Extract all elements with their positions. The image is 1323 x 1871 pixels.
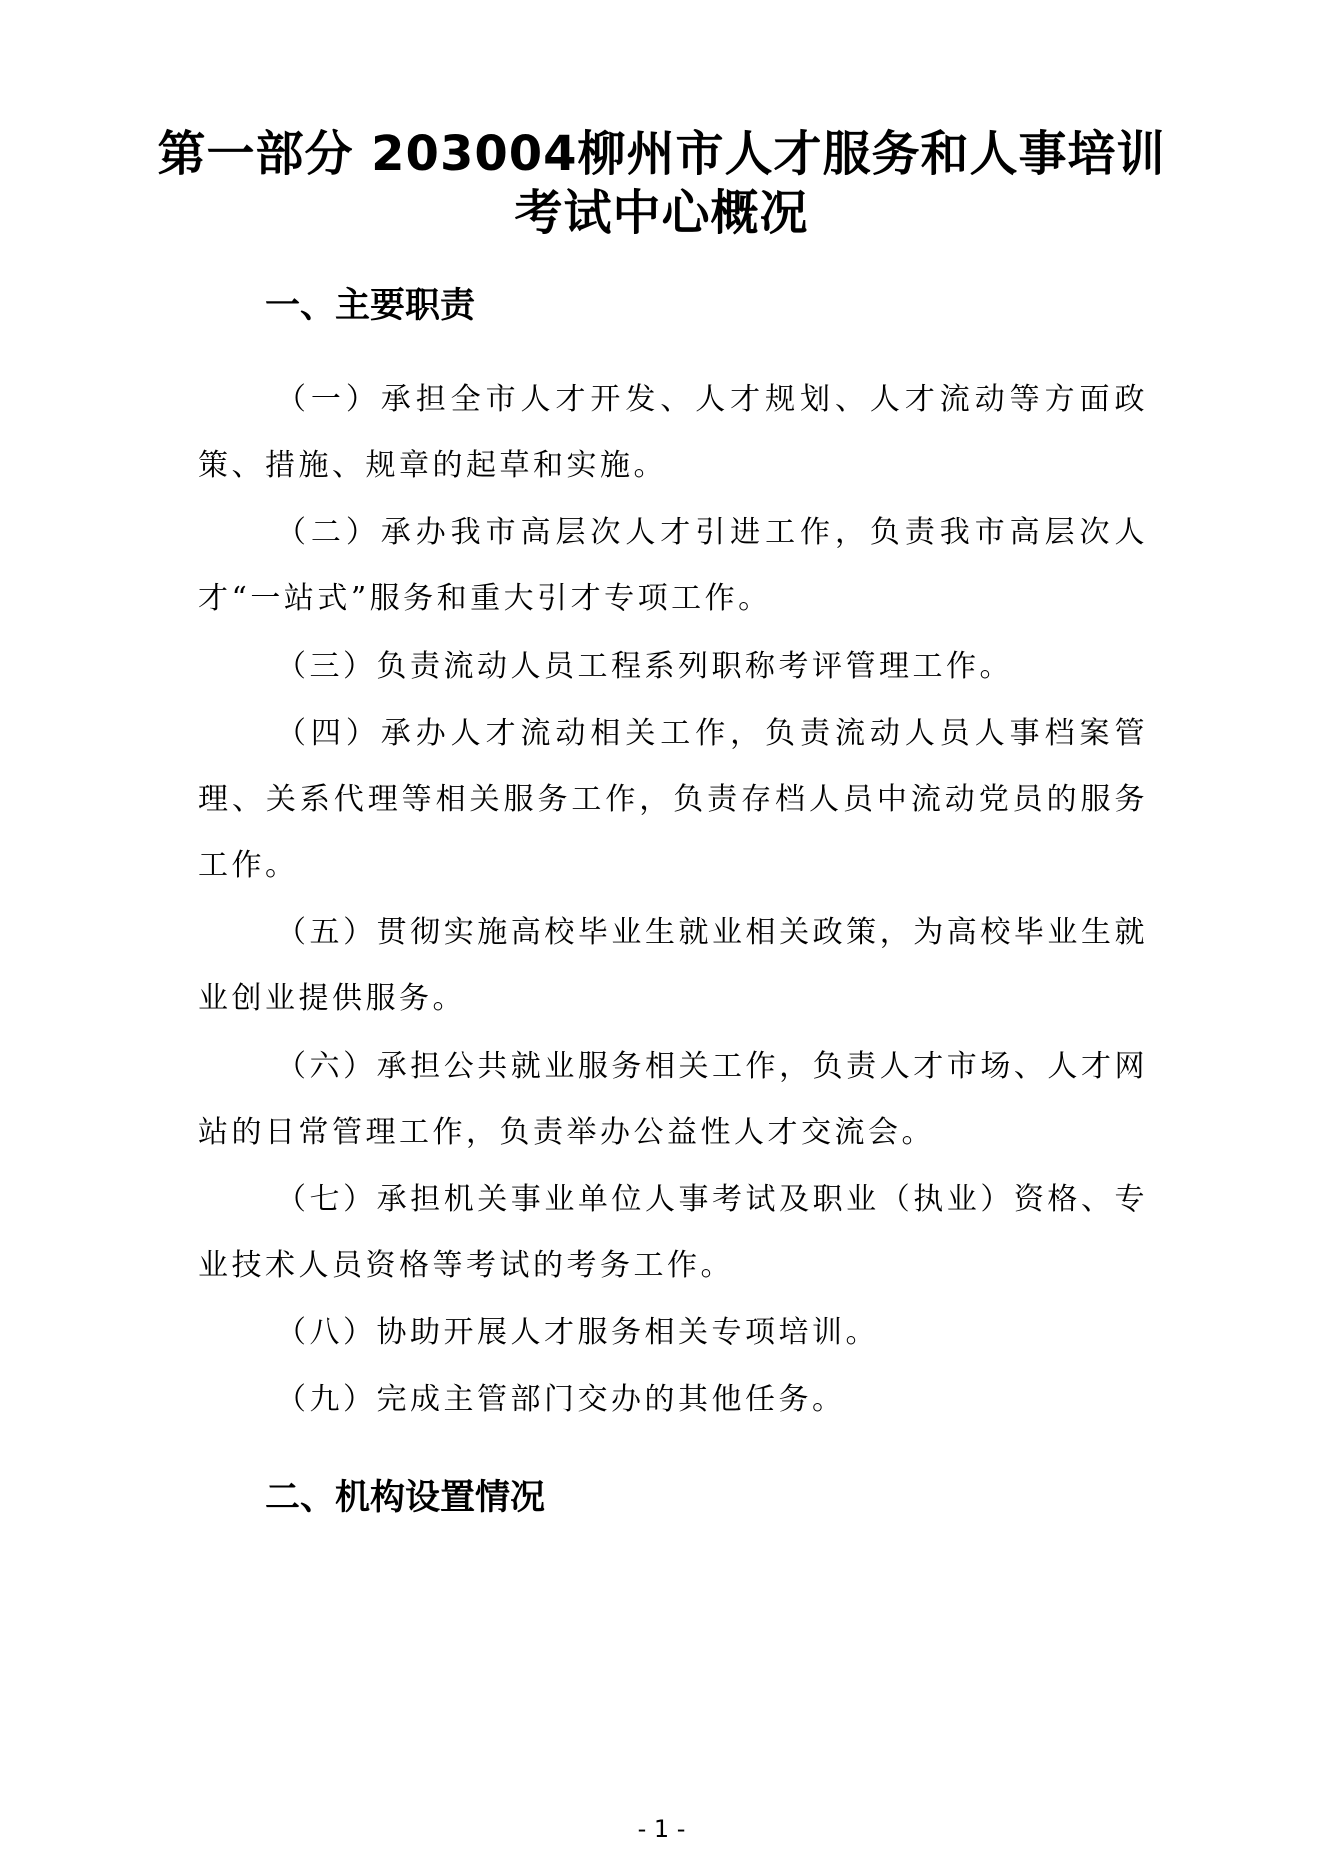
- paragraph: （六）承担公共就业服务相关工作，负责人才市场、人才网站的日常管理工作，负责举办公益性人才交流会。: [198, 1049, 1148, 1150]
- paragraph: （三）负责流动人员工程系列职称考评管理工作。: [276, 649, 1013, 684]
- page-number: - 1 -: [637, 1815, 686, 1843]
- paragraph: （八）协助开展人才服务相关专项培训。: [276, 1315, 879, 1350]
- paragraph: （一）承担全市人才开发、人才规划、人才流动等方面政策、措施、规章的起草和实施。: [198, 382, 1148, 483]
- paragraph: （七）承担机关事业单位人事考试及职业（执业）资格、专业技术人员资格等考试的考务工作。: [198, 1182, 1148, 1283]
- section-heading-responsibilities: 一、主要职责: [265, 286, 476, 326]
- paragraph: （五）贯彻实施高校毕业生就业相关政策，为高校毕业生就业创业提供服务。: [198, 915, 1148, 1016]
- paragraph: （二）承办我市高层次人才引进工作，负责我市高层次人才“一站式”服务和重大引才专项工作。: [198, 515, 1148, 616]
- paragraph: （四）承办人才流动相关工作，负责流动人员人事档案管理、关系代理等相关服务工作，负责存档人员中流动党员的服务工作。: [198, 716, 1148, 883]
- section-heading-organization: 二、机构设置情况: [265, 1478, 546, 1518]
- document-title: 第一部分 203004柳州市人才服务和人事培训考试中心概况: [157, 126, 1166, 241]
- paragraph: （九）完成主管部门交办的其他任务。: [276, 1382, 846, 1417]
